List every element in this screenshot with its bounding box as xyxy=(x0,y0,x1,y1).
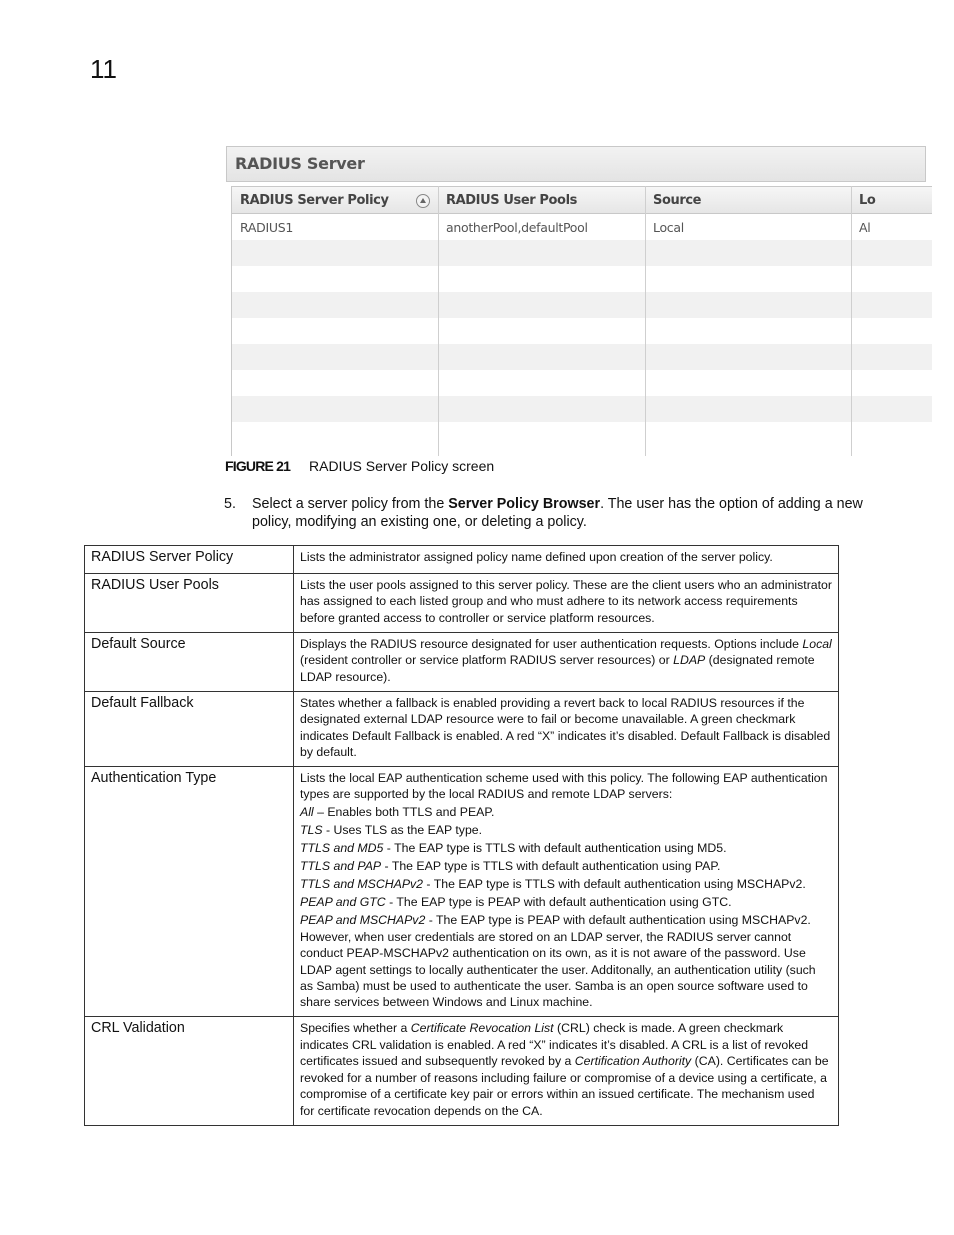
definition-term: Default Source xyxy=(85,633,294,692)
description-paragraph xyxy=(300,858,832,874)
emphasis-text: Certificate Revocation List xyxy=(410,1021,554,1036)
emphasis-text: TLS xyxy=(300,823,323,838)
figure-label: FIGURE 21 xyxy=(225,458,291,474)
description-text: Specifies whether a xyxy=(300,1021,411,1036)
description-paragraph xyxy=(300,894,832,910)
table-row[interactable] xyxy=(232,214,932,240)
description-text: States whether a fallback is enabled providing a revert back to local RADIUS resources if the designated external LDAP resource were to fail or become unavailable. A green checkmark indicates Default Fallback is enabled. A red “X” indicates it’s disabled. Default Fallback is disabled by default. xyxy=(300,695,831,760)
description-text: (CRL) check is made. A green checkmark indicates CRL validation is enabled. A red “X” indicates it’s disabled. A CRL is a list of revoked certificates issued and subsequently revoked by a xyxy=(300,1021,809,1069)
description-text: Lists the local EAP authentication scheme used with this policy. The following EAP authentication types are supported by the local RADIUS and remote LDAP servers: xyxy=(300,771,828,802)
column-divider[interactable] xyxy=(851,186,852,456)
step-text xyxy=(252,495,882,531)
definition-description xyxy=(294,767,839,1017)
description-text: Displays the RADIUS resource designated for user authentication requests. Options include xyxy=(300,637,803,651)
radius-server-screenshot xyxy=(226,146,876,454)
step-number: 5. xyxy=(224,496,236,512)
emphasis-text: All xyxy=(300,805,314,820)
description-paragraph xyxy=(300,770,832,803)
definition-row xyxy=(85,691,839,766)
sort-ascending-icon[interactable] xyxy=(416,194,430,208)
chapter-number: 11 xyxy=(90,54,117,84)
definition-description xyxy=(294,574,839,633)
description-text: - The EAP type is TTLS with default authentication using PAP. xyxy=(381,859,721,874)
definition-row xyxy=(85,633,839,692)
emphasis-text: Local xyxy=(802,637,832,651)
column-header-source[interactable]: Source xyxy=(653,193,702,208)
definition-row xyxy=(85,767,839,1017)
screen-header xyxy=(226,146,926,182)
definition-term: Authentication Type xyxy=(85,767,294,1017)
description-text: - The EAP type is TTLS with default authentication using MD5. xyxy=(383,841,727,856)
description-text: – Enables both TTLS and PEAP. xyxy=(313,805,495,820)
grid-header xyxy=(232,186,932,214)
definition-term: CRL Validation xyxy=(85,1017,294,1125)
emphasis-text: TTLS and MSCHAPv2 xyxy=(300,877,424,892)
field-definitions-table xyxy=(84,545,839,1126)
cell-user-pools: anotherPool,defaultPool xyxy=(446,220,588,235)
description-paragraph xyxy=(300,822,832,838)
column-header-label: RADIUS Server Policy xyxy=(240,193,389,208)
emphasis-text: PEAP and GTC xyxy=(300,895,386,910)
definition-description xyxy=(294,691,839,766)
column-header-policy[interactable] xyxy=(232,187,438,215)
column-divider[interactable] xyxy=(438,186,439,456)
description-text: (designated remote LDAP resource). xyxy=(300,653,815,684)
definition-term: Default Fallback xyxy=(85,691,294,766)
description-paragraph xyxy=(300,577,832,626)
column-header-truncated[interactable]: Lo xyxy=(859,193,876,208)
description-paragraph xyxy=(300,876,832,892)
definition-description xyxy=(294,546,839,574)
description-paragraph xyxy=(300,695,832,761)
description-paragraph xyxy=(300,840,832,856)
description-text: - The EAP type is PEAP with default authentication using GTC. xyxy=(385,895,732,910)
description-paragraph xyxy=(300,549,832,565)
definition-term: RADIUS Server Policy xyxy=(85,546,294,574)
figure-caption-text: RADIUS Server Policy screen xyxy=(309,458,495,474)
definition-row xyxy=(85,574,839,633)
step-text-tail: . The user has the option of adding a new policy, modifying an existing one, or deleting a policy. xyxy=(252,496,863,530)
cell-policy: RADIUS1 xyxy=(240,220,293,235)
emphasis-text: TTLS and MD5 xyxy=(300,841,384,856)
step-text-bold: Server Policy Browser xyxy=(448,496,601,512)
description-text: - Uses TLS as the EAP type. xyxy=(322,823,483,838)
description-paragraph xyxy=(300,912,832,1010)
column-header-user-pools[interactable]: RADIUS User Pools xyxy=(446,193,577,208)
description-text: - The EAP type is PEAP with default authentication using MSCHAPv2. However, when user credentials are stored on an LDAP server, the RADIUS server cannot conduct PEAP-MSCHAPv2 authentication on its own, as it is not aware of the password. Use LDAP agent settings to locally authenticater the user. Additonally, an authentication utility (such as Samba) must be used to authenticate the user. Samba is an open source software used to share services between Windows and Linux machine. xyxy=(300,913,816,1010)
definition-description xyxy=(294,1017,839,1125)
step-text-lead: Select a server policy from the xyxy=(252,496,449,512)
cell-source: Local xyxy=(653,220,684,235)
description-paragraph xyxy=(300,804,832,820)
description-text: Lists the administrator assigned policy name defined upon creation of the server policy. xyxy=(300,550,773,564)
description-paragraph xyxy=(300,1020,832,1118)
column-divider[interactable] xyxy=(645,186,646,456)
definition-description xyxy=(294,633,839,692)
description-paragraph xyxy=(300,636,832,685)
policy-grid xyxy=(231,186,931,456)
emphasis-text: LDAP xyxy=(673,653,706,668)
definition-row xyxy=(85,546,839,574)
description-text: (resident controller or service platform RADIUS server resources) or xyxy=(300,653,674,668)
figure-caption xyxy=(225,458,495,474)
definition-row xyxy=(85,1017,839,1125)
cell-truncated: Al xyxy=(859,220,871,235)
screen-title: RADIUS Server xyxy=(235,154,365,173)
emphasis-text: PEAP and MSCHAPv2 xyxy=(300,913,426,928)
emphasis-text: Certification Authority xyxy=(574,1054,692,1069)
emphasis-text: TTLS and PAP xyxy=(300,859,382,874)
description-text: - The EAP type is TTLS with default authentication using MSCHAPv2. xyxy=(423,877,806,892)
description-text: Lists the user pools assigned to this server policy. These are the client users who an administrator has assigned to each listed group and who must adhere to its network access requirements before granted access to controller or service platform resources. xyxy=(300,578,832,625)
definition-term: RADIUS User Pools xyxy=(85,574,294,633)
description-text: (CA). Certificates can be revoked for a number of reasons including failure or compromise of a device using a certificate, a compromise of a certificate key pair or errors within an issued certificate. The mechanism used for certificate revocation depends on the CA. xyxy=(300,1054,829,1118)
